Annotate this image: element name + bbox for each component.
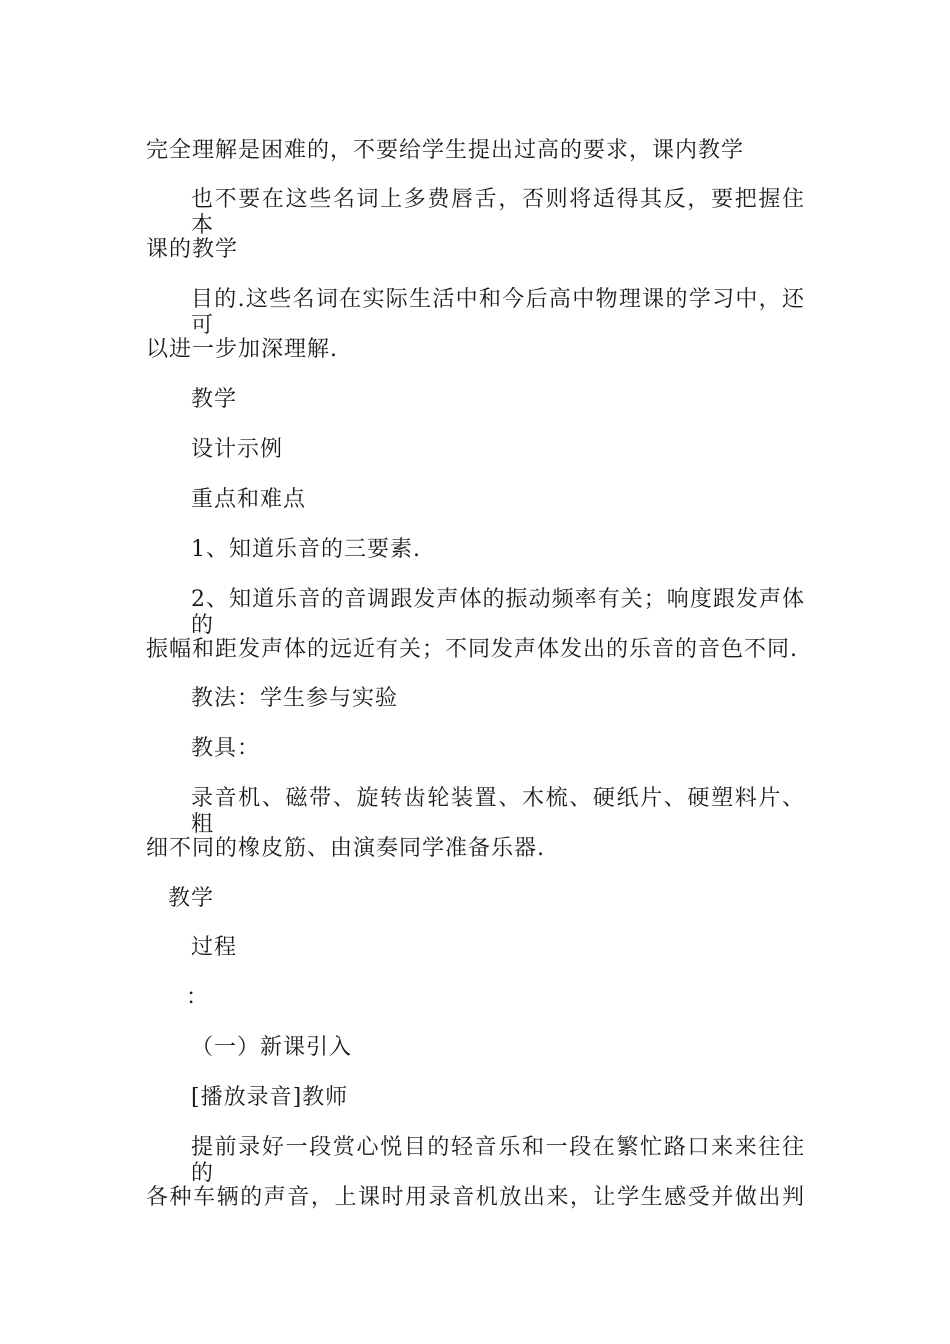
text-line-5: 以进一步加深理解. <box>146 337 338 362</box>
subsection-heading-intro: （一）新课引入 <box>191 1035 353 1060</box>
text-line-2: 也不要在这些名词上多费唇舌，否则将适得其反，要把握住本 <box>191 187 805 238</box>
list-item-2-continued: 振幅和距发声体的远近有关；不同发声体发出的乐音的音色不同. <box>146 637 798 662</box>
list-item-2: 2、知道乐音的音调跟发声体的振动频率有关；响度跟发声体的 <box>191 587 805 638</box>
section-heading-teaching-2: 教学 <box>168 886 215 911</box>
teaching-aids-list-continued: 细不同的橡皮筋、由演奏同学准备乐器. <box>146 836 545 861</box>
section-heading-design-example: 设计示例 <box>191 437 284 462</box>
teaching-aids-label: 教具： <box>191 736 261 761</box>
text-line-21: 提前录好一段赏心悦目的轻音乐和一段在繁忙路口来来往往的 <box>191 1135 805 1186</box>
section-heading-key-points: 重点和难点 <box>191 487 307 512</box>
colon-mark: ： <box>186 985 210 1010</box>
text-line-3: 课的教学 <box>146 237 239 262</box>
section-heading-teaching: 教学 <box>191 387 238 412</box>
section-heading-process: 过程 <box>191 935 238 960</box>
text-line-4: 目的.这些名词在实际生活中和今后高中物理课的学习中，还可 <box>191 287 805 338</box>
play-recording-note: [播放录音]教师 <box>191 1085 349 1110</box>
list-item-1: 1、知道乐音的三要素. <box>191 537 421 562</box>
teaching-method: 教法：学生参与实验 <box>191 686 399 711</box>
text-line-22: 各种车辆的声音，上课时用录音机放出来，让学生感受并做出判 <box>146 1185 805 1210</box>
text-line-1: 完全理解是困难的，不要给学生提出过高的要求，课内教学 <box>146 138 745 163</box>
teaching-aids-list: 录音机、磁带、旋转齿轮装置、木梳、硬纸片、硬塑料片、粗 <box>191 786 805 837</box>
